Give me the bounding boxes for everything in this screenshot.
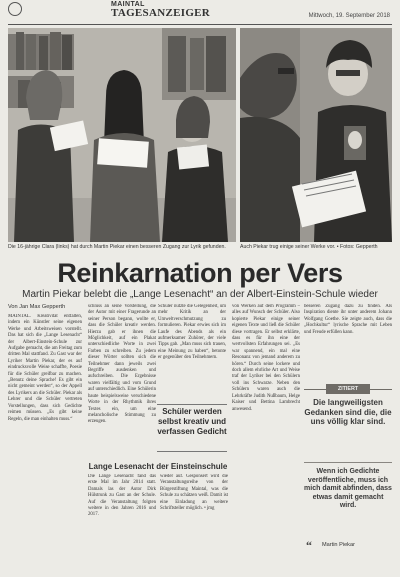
article-byline: Von Jan Max Gepperth [8, 304, 66, 310]
publication-date: Mittwoch, 19. September 2018 [308, 13, 390, 19]
quotation-mark-icon: “ [306, 538, 312, 552]
reading-students-photo [8, 28, 236, 242]
column-text: wieder auf. Gesponsert wird die Veranstaltungsreihe von der Bürgerstiftung Maintal, was die Schule zu schätzen weiß. Damit ist eine Einladung an weitere Schriftsteller möglich. • jmg [160, 474, 228, 512]
quote-author: Martin Piekar [322, 542, 355, 548]
article-headline: Reinkarnation per Vers [57, 258, 343, 288]
poet-reading-photo [240, 28, 392, 242]
pullquote: Schüler werden selbst kreativ und verfassen Gedicht [157, 407, 227, 436]
quote-primary: Die langweiligsten Gedanken sind die, die uns völlig klar sind. [304, 398, 392, 426]
article-column-2 [88, 304, 156, 454]
quote-divider [304, 462, 392, 463]
column-text: MAINTAL. Kreativität entfalten, indem ein Künstler seine eigenen Werke und Arbeitsweisen vorstellt. Das hat sich die „Lange Lesenacht“ der Albert-Einstein-Schule zur Aufgabe gemacht, die am Freitag zum dritten Mal stattfand. Zu Gast war der Lyriker Martin Piekar, der es auf eindrucksvolle Weise schaffte, Poesie für die Schüler greifbar zu machen. „Benutz deine Sprache! Es gibt ein nicht gemeint werden“, so der Appell des Lyrikers an die Schüler. Piekar als Lehrer und die Schüler vertreten Vorstellungen, dass sich Gedichte reimen müssen. „Es gibt keine Regeln, die man einhalten muss.“ [8, 314, 82, 422]
article-column-1 [8, 314, 82, 564]
article-column-5 [304, 304, 392, 380]
article-column-3 [158, 304, 226, 406]
left-photo-caption: Die 16-jährige Clara (links) hat durch Martin Piekar einen besseren Zugang zur Lyrik gefunden. [8, 244, 226, 250]
zitiert-box [304, 384, 392, 570]
photo-strip [8, 28, 392, 252]
masthead-section: MAINTAL [111, 1, 145, 8]
column-text: Schüler nutzte die Gelegenheit, um mehr Kritik an der Umweltverschmutzung zu formulieren. Piekar erwies sich im Laufe des Abends als ein aufmerksamer Zuhörer, der viele Tipps gab. „Man muss sich trauen, eine Meinung zu haben“, betonte er gegenüber den Teilnehmern. [158, 304, 226, 361]
pullquote-rule-bottom [157, 451, 227, 452]
pullquote-rule-top [157, 404, 227, 405]
column-text: besseren Zugang dazu zu finden. Als Inspiration diente ihr unter anderem Johann Wolfgang Goethe. Sie zeigte auch, dass die „Hochkultur“ lyrische Sprache mit Leben und Freude erfüllen kann. [304, 304, 392, 335]
column-text: Die Lange Lesenacht fand das erste Mal im Jahr 2014 statt. Damals las der Autor Dirk Hülstrunk zu Gast an der Schule. Auf die Veranstaltung folgten weitere in den Jahren 2016 und 2017. [88, 474, 156, 518]
column-text: von Werken auf dem Programm – alles auf Wunsch der Schüler. Also kopierte Piekar einige seiner eigenen Texte und ließ die Schüler diese vortragen. Er selbst erklärte, dass es für ihn eine der wertvollsten Erfahrungen sei. „Es war spannend, ein mal eine Resonanz von jemand anderem zu hören.“ Durch seine lockere und doch allem ehrliche Art und Weise traf der Lyriker bei den Schülern voll ins Schwarze. Neben den Schülern waren auch die Lehrkräfte Judith Nußbaum, Helge Kaiser und Bettina Lambrecht anwesend. [232, 304, 300, 412]
info-box-column-1 [88, 474, 156, 564]
info-box-headline: Lange Lesenacht der Einsteinschule [88, 462, 228, 471]
article-column-4 [232, 304, 300, 564]
quote-secondary: Wenn ich Gedichte veröffentliche, muss ich mich damit abfinden, dass etwas damit gemacht wird. [304, 468, 392, 509]
masthead-title: TAGESANZEIGER [111, 7, 211, 19]
masthead-rule [8, 24, 392, 25]
students-scene-illustration [8, 28, 236, 242]
clover-logo-icon [8, 2, 22, 16]
poet-scene-illustration [240, 28, 392, 242]
right-photo-caption: Auch Piekar trug einige seiner Werke vor. • Fotos: Gepperth [240, 244, 378, 250]
column-text: schluss an seine Vorstellung, die der Autor mit einer Fragerunde an seiner Person begann, wollte er, dass die Schüler kreativ werden. Hierzu gab er ihnen die Möglichkeit, auf ein Plakat unterschiedliche Worte in zwei Farben zu schreiben. Zu jedem dieser Wörter sollten sich die Teilnehmer dann jeweils zwei Begriffe ausdenken und aufschreiben. Die Ergebnisse waren vielfältig und vom Grund auf unterschiedlich. Eine Schülerin baute beispielsweise verschiedene Worte in der Rhythmik ihres Textes ein, um eine melancholische Stimmung zu erzeugen. [88, 304, 156, 425]
masthead [8, 0, 392, 24]
info-box-column-2 [160, 474, 228, 564]
article-subhead: Martin Piekar belebt die „Lange Lesenacht“ an der Albert-Einstein-Schule wieder [22, 289, 378, 300]
zitiert-label: ZITIERT [326, 384, 370, 394]
